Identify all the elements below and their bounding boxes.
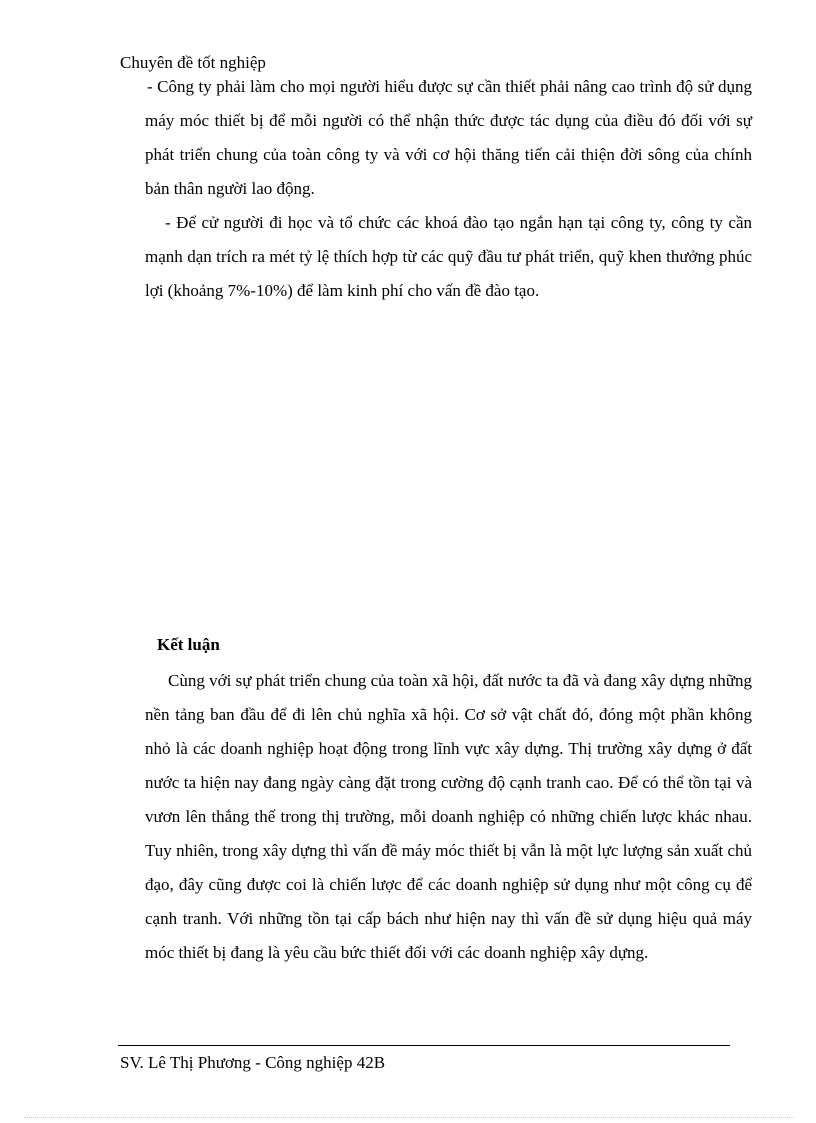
conclusion-paragraph: Cùng với sự phát triển chung của toàn xã hội, đất nước ta đã và đang xây dựng những nền tảng ban đầu để đi lên chủ nghĩa xã hội. Cơ sở vật chất đó, đóng một phần không nhỏ là các doanh nghiệp hoạt động trong lĩnh vực xây dựng. Thị trường xây dựng ở đất nước ta hiện nay đang ngày càng đặt trong cường độ cạnh tranh cao. Để có thể tồn tại và vươn lên thắng thế trong thị trường, mỗi doanh nghiệp có những chiến lược khác nhau. Tuy nhiên, trong xây dựng thì vấn đề máy móc thiết bị vẫn là một lực lượng sản xuất chủ đạo, đây cũng được coi là chiến lược để các doanh nghiệp sử dụng như một công cụ để cạnh tranh. Với những tồn tại cấp bách như hiện nay thì vấn đề sử dụng hiệu quả máy móc thiết bị đang là yêu cầu bức thiết đối với các doanh nghiệp xây dựng.: [145, 671, 752, 962]
conclusion-text-block: [145, 664, 752, 970]
footer-divider: [118, 1045, 730, 1046]
body-paragraph-2: - Để cử người đi học và tổ chức các khoá đào tạo ngắn hạn tại công ty, công ty cần mạnh dạn trích ra mét tỷ lệ thích hợp từ các quỹ đầu tư phát triển, quỹ khen thưởng phúc lợi (khoảng 7%-10%) để làm kinh phí cho vấn đề đào tạo.: [145, 213, 752, 300]
page-header-title: Chuyên đề tốt nghiệp: [120, 53, 266, 72]
body-paragraph-1: - Công ty phải làm cho mọi người hiểu được sự cần thiết phải nâng cao trình độ sử dụng máy móc thiết bị để mỗi người có thể nhận thức được tác dụng của điều đó đối với sự phát triển chung của toàn công ty và với cơ hội thăng tiến cải thiện đời sông của chính bản thân người lao động.: [145, 77, 752, 198]
conclusion-heading: Kết luận: [157, 635, 220, 654]
page-footer-author: SV. Lê Thị Phương - Công nghiệp 42B: [120, 1053, 386, 1072]
body-text-block: [145, 70, 752, 308]
page-bottom-edge: [24, 1117, 794, 1118]
